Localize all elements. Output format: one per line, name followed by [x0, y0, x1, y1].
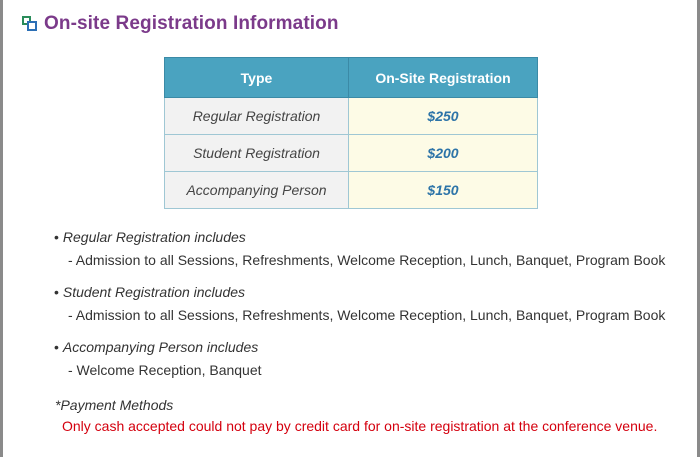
registration-type: Accompanying Person [165, 172, 349, 209]
list-item [54, 281, 665, 327]
payment-note: Only cash accepted could not pay by credit card for on-site registration at the conference venue. [62, 418, 658, 434]
table-row [165, 98, 538, 135]
bullet: • [54, 229, 59, 245]
payment-methods [55, 395, 657, 437]
left-frame-border [0, 0, 3, 457]
payment-heading: *Payment Methods [55, 397, 174, 413]
includes-heading [54, 281, 665, 303]
column-header-type: Type [165, 58, 349, 98]
table-row [165, 172, 538, 209]
registration-price: $250 [349, 98, 538, 135]
registration-type: Student Registration [165, 135, 349, 172]
includes-details: - Admission to all Sessions, Refreshments, Welcome Reception, Lunch, Banquet, Program Book [68, 307, 666, 323]
includes-heading-text: Accompanying Person includes [62, 339, 259, 355]
list-item [54, 336, 665, 382]
includes-heading-text: Student Registration includes [62, 284, 246, 300]
includes-details: - Admission to all Sessions, Refreshments, Welcome Reception, Lunch, Banquet, Program Book [68, 252, 666, 268]
registration-type: Regular Registration [165, 98, 349, 135]
includes-heading [54, 226, 665, 248]
bullet: • [54, 284, 59, 300]
bullet: • [54, 339, 59, 355]
includes-list [54, 226, 665, 391]
registration-price: $200 [349, 135, 538, 172]
overlapping-squares-icon [22, 16, 38, 32]
table-row [165, 135, 538, 172]
section-header [22, 13, 339, 35]
registration-fee-table [164, 57, 538, 209]
table-header-row [165, 58, 538, 98]
column-header-onsite: On-Site Registration [349, 58, 538, 98]
includes-details: - Welcome Reception, Banquet [68, 362, 262, 378]
includes-heading [54, 336, 665, 358]
includes-heading-text: Regular Registration includes [62, 229, 246, 245]
registration-price: $150 [349, 172, 538, 209]
list-item [54, 226, 665, 272]
page-title: On-site Registration Information [44, 13, 339, 34]
